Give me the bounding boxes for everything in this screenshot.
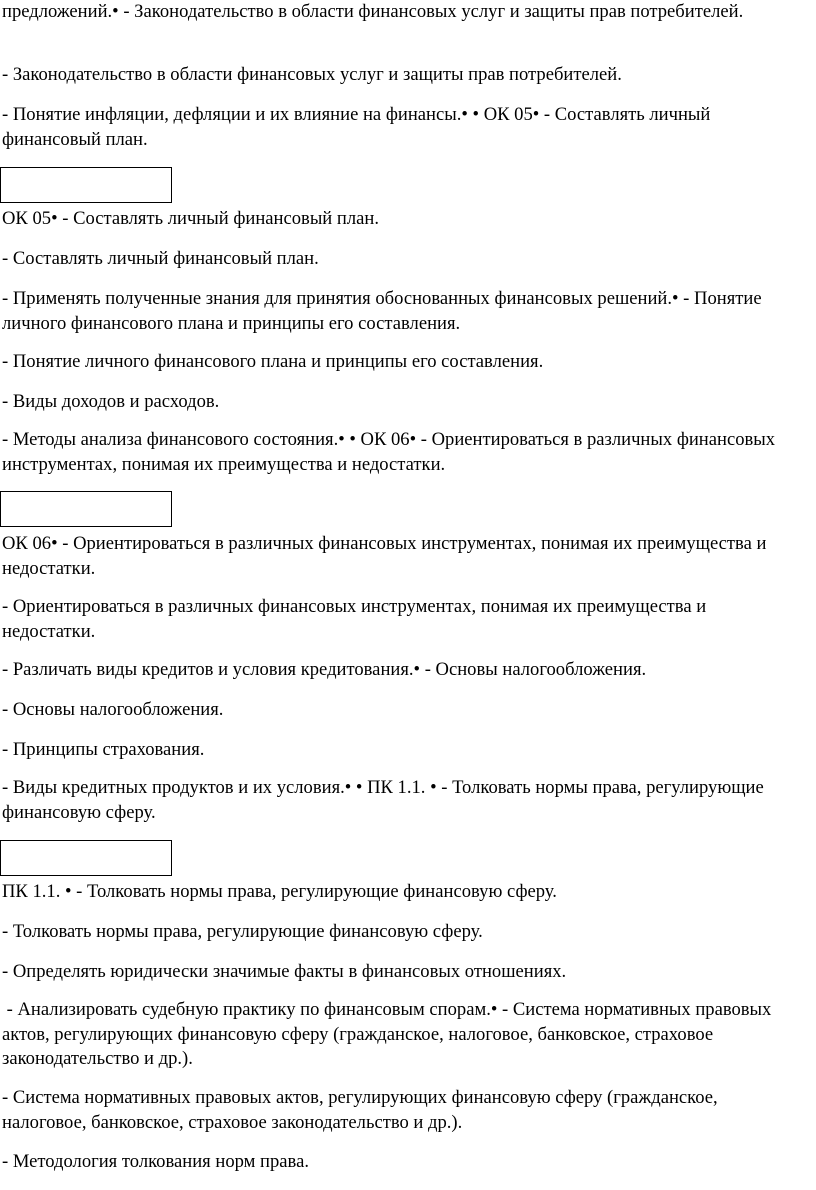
empty-table-cell [0, 491, 172, 527]
paragraph: ПК 1.1. • - Толковать нормы права, регулирующие финансовую сферу. [2, 881, 557, 902]
paragraph: - Методология толкования норм права. [2, 1151, 309, 1172]
paragraph: - Толковать нормы права, регулирующие финансовую сферу. [2, 921, 483, 942]
paragraph: - Ориентироваться в различных финансовых инструментах, понимая их преимущества и недостатки. [2, 596, 707, 642]
paragraph: - Анализировать судебную практику по финансовым спорам.• - Система нормативных правовых актов, регулирующих финансовую сферу (гражданское, налоговое, банковское, страховое законодательство и др.). [2, 999, 777, 1069]
paragraph: - Принципы страхования. [2, 739, 205, 760]
paragraph: - Система нормативных правовых актов, регулирующих финансовую сферу (гражданское, налоговое, банковское, страховое законодательство и др.). [2, 1087, 718, 1133]
paragraph: - Виды кредитных продуктов и их условия.• • ПК 1.1. • - Толковать нормы права, регулирующие финансовую сферу. [2, 777, 764, 823]
paragraph: - Методы анализа финансового состояния.• • ОК 06• - Ориентироваться в различных финансовых инструментах, понимая их преимущества и недостатки. [2, 429, 776, 475]
paragraph: - Понятие личного финансового плана и принципы его составления. [2, 351, 544, 372]
paragraph: - Определять юридически значимые факты в финансовых отношениях. [2, 961, 567, 982]
paragraph: - Основы налогообложения. [2, 699, 224, 720]
paragraph: - Различать виды кредитов и условия кредитования.• - Основы налогообложения. [2, 659, 647, 680]
empty-table-cell [0, 167, 172, 203]
paragraph: - Составлять личный финансовый план. [2, 248, 319, 269]
paragraph: - Законодательство в области финансовых услуг и защиты прав потребителей. [2, 64, 622, 85]
empty-table-cell [0, 840, 172, 876]
paragraph: ОК 05• - Составлять личный финансовый план. [2, 208, 379, 229]
paragraph: - Виды доходов и расходов. [2, 391, 220, 412]
paragraph: - Применять полученные знания для принятия обоснованных финансовых решений.• - Понятие личного финансового плана и принципы его составления. [2, 288, 762, 334]
paragraph: предложений.• - Законодательство в области финансовых услуг и защиты прав потребителей. [2, 1, 744, 22]
paragraph: ОК 06• - Ориентироваться в различных финансовых инструментах, понимая их преимущества и недостатки. [2, 533, 767, 579]
paragraph: - Понятие инфляции, дефляции и их влияние на финансы.• • ОК 05• - Составлять личный финансовый план. [2, 104, 711, 150]
